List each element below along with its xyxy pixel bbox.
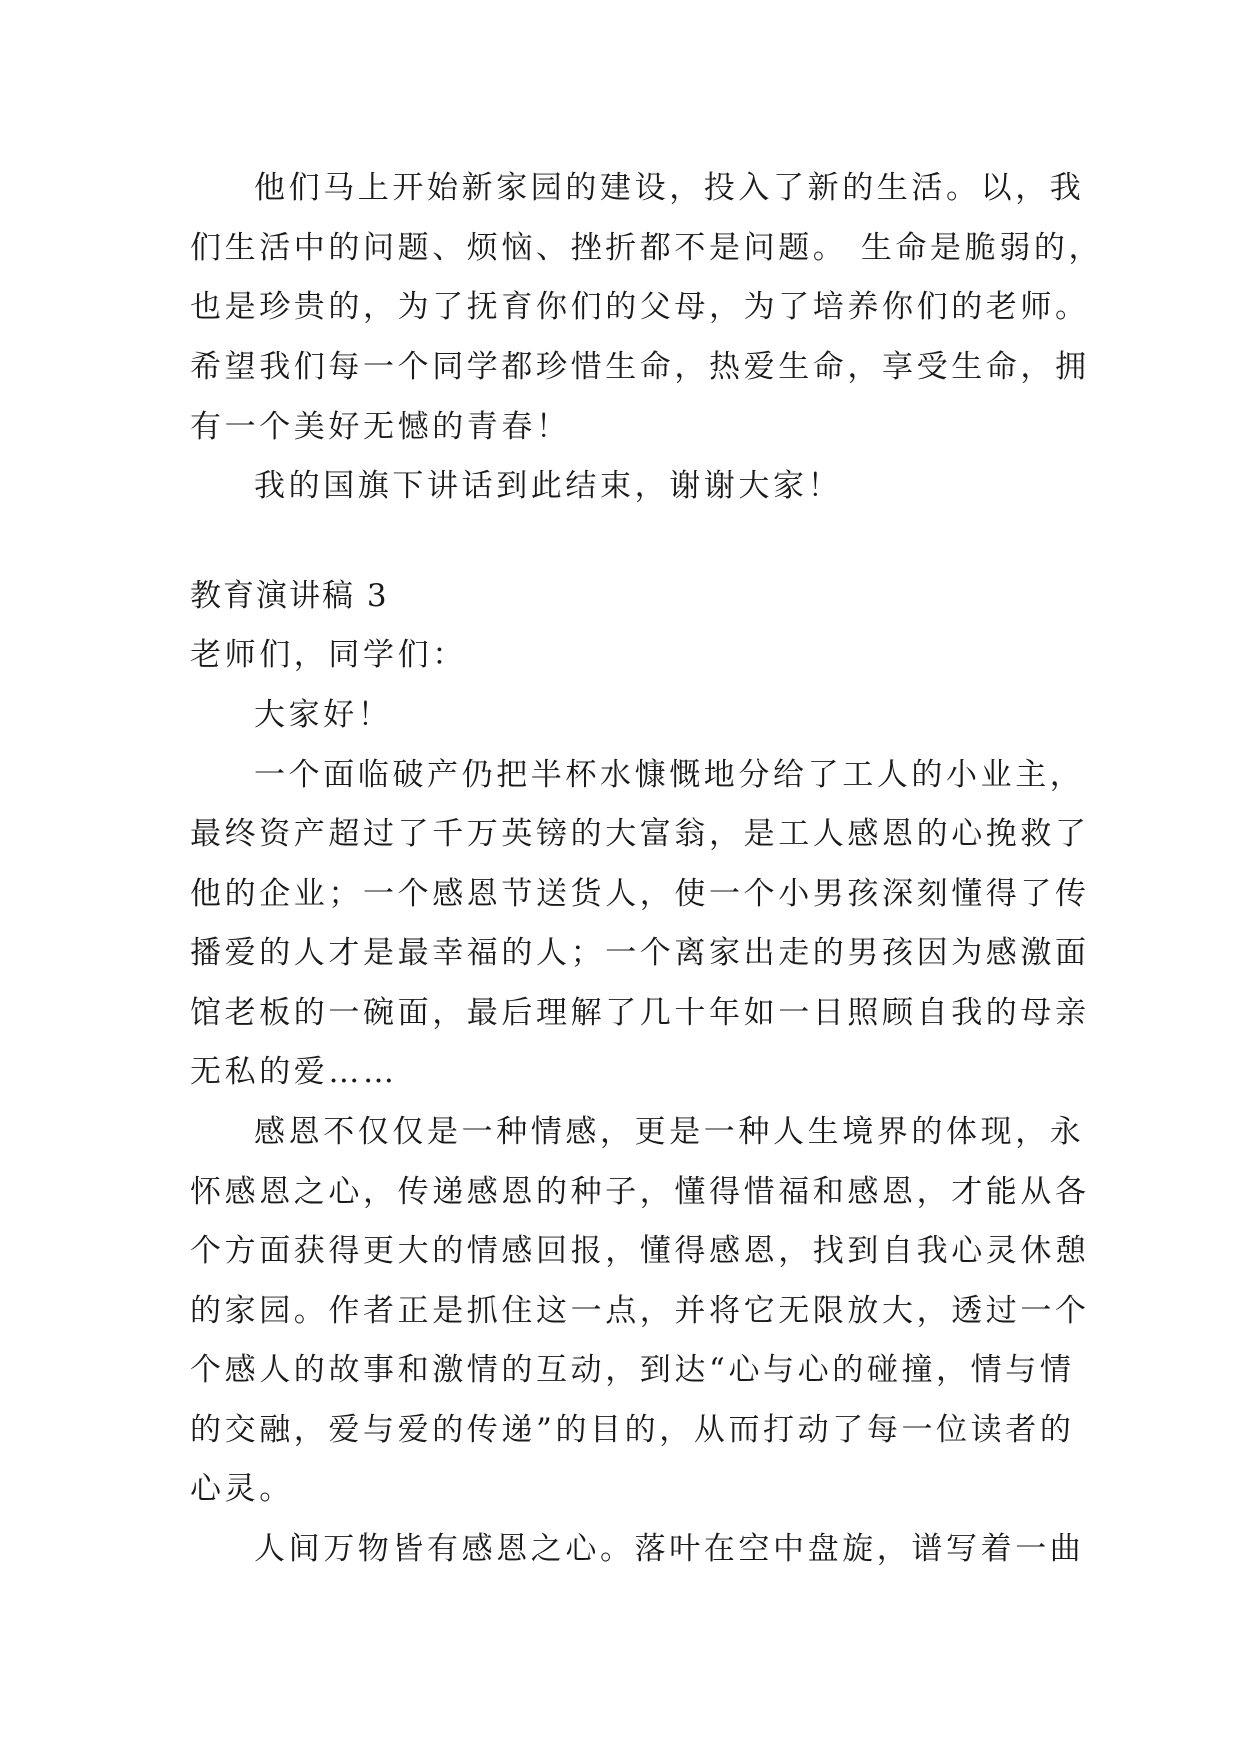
greeting: 大家好！	[254, 697, 393, 733]
paragraph-line: 一个面临破产仍把半杯水慷慨地分给了工人的小业主，	[254, 757, 1085, 793]
paragraph-line: 他的企业；一个感恩节送货人，使一个小男孩深刻懂得了传	[190, 876, 1090, 912]
paragraph-line: 怀感恩之心，传递感恩的种子，懂得惜福和感恩，才能从各	[190, 1174, 1090, 1210]
paragraph-line: 最终资产超过了千万英镑的大富翁，是工人感恩的心挽救了	[190, 816, 1090, 852]
section-heading: 教育演讲稿 3	[190, 578, 389, 614]
paragraph-line: 心灵。	[190, 1471, 294, 1507]
salutation: 老师们，同学们：	[190, 637, 467, 673]
paragraph-line: 感恩不仅仅是一种情感，更是一种人生境界的体现，永	[254, 1114, 1085, 1150]
paragraph-line: 个感人的故事和激情的互动，到达“心与心的碰撞，情与情	[190, 1352, 1075, 1388]
paragraph-line: 的家园。作者正是抓住这一点，并将它无限放大，透过一个	[190, 1293, 1090, 1329]
paragraph-line: 我的国旗下讲话到此结束，谢谢大家！	[254, 468, 843, 504]
paragraph-line: 们生活中的问题、烦恼、挫折都不是问题。 生命是脆弱的，	[190, 230, 1104, 266]
paragraph-line: 希望我们每一个同学都珍惜生命，热爱生命，享受生命，拥	[190, 349, 1090, 385]
paragraph-line: 有一个美好无憾的青春！	[190, 409, 571, 445]
paragraph-line: 人间万物皆有感恩之心。落叶在空中盘旋，谱写着一曲	[254, 1531, 1085, 1567]
paragraph-line: 馆老板的一碗面，最后理解了几十年如一日照顾自我的母亲	[190, 995, 1090, 1031]
paragraph-line: 无私的爱……	[190, 1054, 398, 1090]
paragraph-line: 个方面获得更大的情感回报，懂得感恩，找到自我心灵休憩	[190, 1233, 1090, 1269]
paragraph-line: 他们马上开始新家园的建设，投入了新的生活。以，我	[254, 170, 1085, 206]
paragraph-line: 也是珍贵的，为了抚育你们的父母，为了培养你们的老师。	[190, 289, 1090, 325]
paragraph-line: 的交融，爱与爱的传递”的目的，从而打动了每一位读者的	[190, 1412, 1075, 1448]
paragraph-line: 播爱的人才是最幸福的人；一个离家出走的男孩因为感激面	[190, 935, 1090, 971]
